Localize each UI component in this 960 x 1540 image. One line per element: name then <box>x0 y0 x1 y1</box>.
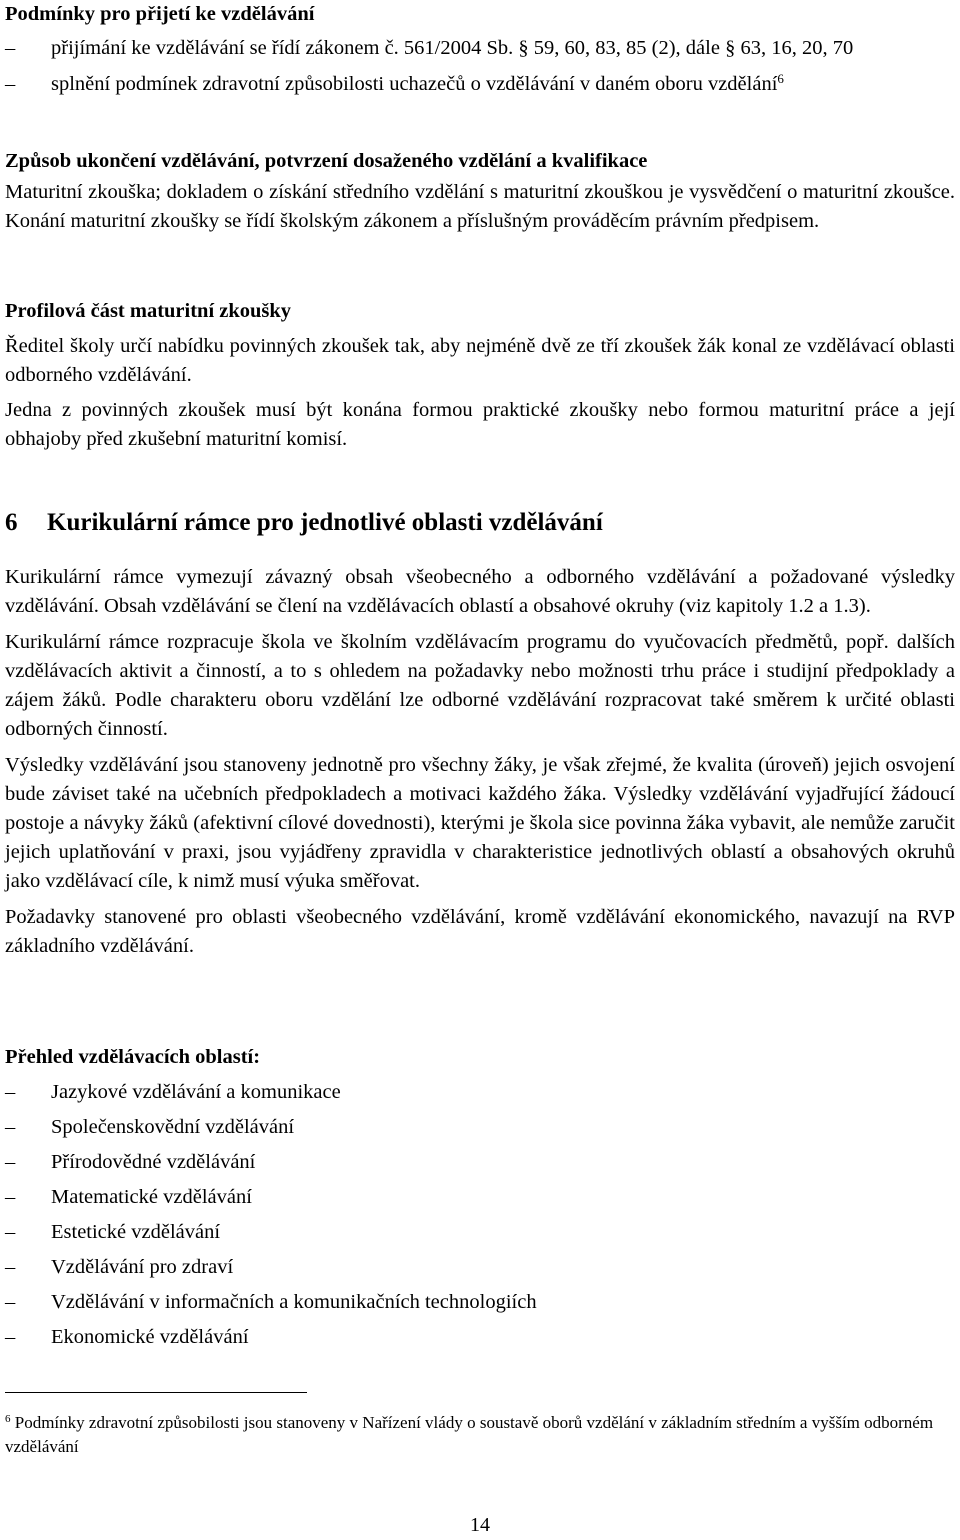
list-item <box>5 1218 955 1247</box>
footnote-number: 6 <box>5 1413 11 1425</box>
footnote-separator <box>5 1392 307 1393</box>
section-paragraph: Kurikulární rámce vymezují závazný obsah všeobecného a odborného vzdělávání a požadované výsledky vzdělávání. Obsah vzdělávání se člení na vzdělávacích oblastí a obsahové okruhy (viz kapitoly 1.2 a 1.3). <box>5 566 955 617</box>
list-item-label: Matematické vzdělávání <box>51 1186 252 1208</box>
admission-item-1: přijímání ke vzdělávání se řídí zákonem č. 561/2004 Sb. § 59, 60, 83, 85 (2), dále § 63, 16, 20, 70 <box>51 37 854 59</box>
dash-bullet: – <box>5 1116 16 1138</box>
section-6 <box>5 506 955 961</box>
dash-bullet: – <box>5 1221 16 1243</box>
list-item-label: Přírodovědné vzdělávání <box>51 1151 256 1173</box>
list-item <box>5 70 955 99</box>
admission-item-2: splnění podmínek zdravotní způsobilosti uchazečů o vzdělávání v daném oboru vzdělání$^6$ <box>51 71 784 95</box>
list-item <box>5 34 955 63</box>
list-item-label: Vzdělávání v informačních a komunikačních technologiích <box>51 1291 537 1313</box>
list-item <box>5 1183 955 1212</box>
dash-bullet: – <box>5 1186 16 1208</box>
list-item <box>5 1113 955 1142</box>
list-item-label: Ekonomické vzdělávání <box>51 1326 249 1348</box>
list-item <box>5 1323 955 1352</box>
dash-bullet: – <box>5 1291 16 1313</box>
dash-bullet: – <box>5 1151 16 1173</box>
list-item <box>5 1078 955 1107</box>
profile-paragraph: Ředitel školy určí nabídku povinných zkoušek tak, aby nejméně dvě ze tří zkoušek žák konal ze vzdělávací oblasti odborného vzdělávání. <box>5 335 955 386</box>
profile-section <box>5 297 955 454</box>
section-title <box>5 506 955 540</box>
list-item-label: Společenskovědní vzdělávání <box>51 1116 295 1138</box>
section-number: 6 <box>5 509 18 536</box>
admission-heading: Podmínky pro přijetí ke vzdělávání <box>5 3 315 25</box>
section-paragraph: Výsledky vzdělávání jsou stanoveny jednotně pro všechny žáky, je však zřejmé, že kvalita (úroveň) jejich osvojení bude záviset také na učebních předpokladech a motivaci každého žáka. Výsledky vzdělávání vyjadřující žádoucí postoje a návyky žáků (afektivní cílové dovednosti), kterými je škola sice povinna žáka vybavit, ale nemůže zaručit jejich uplatňování v praxi, jsou vyjádřeny zpravidla v charakteristice jednotlivých oblastí a obsahových okruhů jako vzdělávací cíle, k nimž musí výuka směřovat. <box>5 754 955 892</box>
dash-bullet: – <box>5 1256 16 1278</box>
profile-heading: Profilová část maturitní zkoušky <box>5 300 292 322</box>
dash-bullet: – <box>5 37 16 59</box>
overview-heading: Přehled vzdělávacích oblastí: <box>5 1046 261 1068</box>
list-item-label: Jazykové vzdělávání a komunikace <box>51 1081 341 1103</box>
list-item <box>5 1148 955 1177</box>
admission-section <box>5 0 955 99</box>
section-paragraph: Kurikulární rámce rozpracuje škola ve školním vzdělávacím programu do vyučovacích předmětů, popř. dalších vzdělávacích aktivit a činností, a to s ohledem na požadavky nebo možnosti trhu práce i studijní předpoklady a zájem žáků. Podle charakteru oboru vzdělání lze odborné vzdělávání rozpracovat také směrem k určité oblasti odborných činností. <box>5 631 955 740</box>
profile-paragraph: Jedna z povinných zkoušek musí být konána formou praktické zkoušky nebo formou maturitní práce a její obhajoby před zkušební maturitní komisí. <box>5 399 955 450</box>
overview-section <box>5 1043 955 1358</box>
page-number: 14 <box>470 1514 490 1536</box>
completion-heading: Způsob ukončení vzdělávání, potvrzení dosaženého vzdělání a kvalifikace <box>5 150 648 172</box>
dash-bullet: – <box>5 73 16 95</box>
footnote-text: Podmínky zdravotní způsobilosti jsou stanoveny v Nařízení vlády o soustavě oborů vzdělání v základním středním a vyšším odborném vzdělávání <box>5 1413 934 1456</box>
list-item-label: Vzdělávání pro zdraví <box>51 1256 234 1278</box>
dash-bullet: – <box>5 1326 16 1348</box>
section-paragraph: Požadavky stanovené pro oblasti všeobecného vzdělávání, kromě vzdělávání ekonomického, navazují na RVP základního vzdělávání. <box>5 906 955 957</box>
list-item <box>5 1253 955 1282</box>
overview-list <box>5 1078 955 1352</box>
footnote <box>5 1411 955 1459</box>
section-title-text: Kurikulární rámce pro jednotlivé oblasti vzdělávání <box>47 509 603 536</box>
list-item <box>5 1288 955 1317</box>
completion-section <box>5 147 955 236</box>
dash-bullet: – <box>5 1081 16 1103</box>
list-item-label: Estetické vzdělávání <box>51 1221 221 1243</box>
footnote-reference[interactable]: 6 <box>777 71 784 86</box>
completion-text: Maturitní zkouška; dokladem o získání středního vzdělání s maturitní zkouškou je vysvědčení o maturitní zkoušce. Konání maturitní zkoušky se řídí školským zákonem a příslušným prováděcím právním předpisem. <box>5 181 955 232</box>
